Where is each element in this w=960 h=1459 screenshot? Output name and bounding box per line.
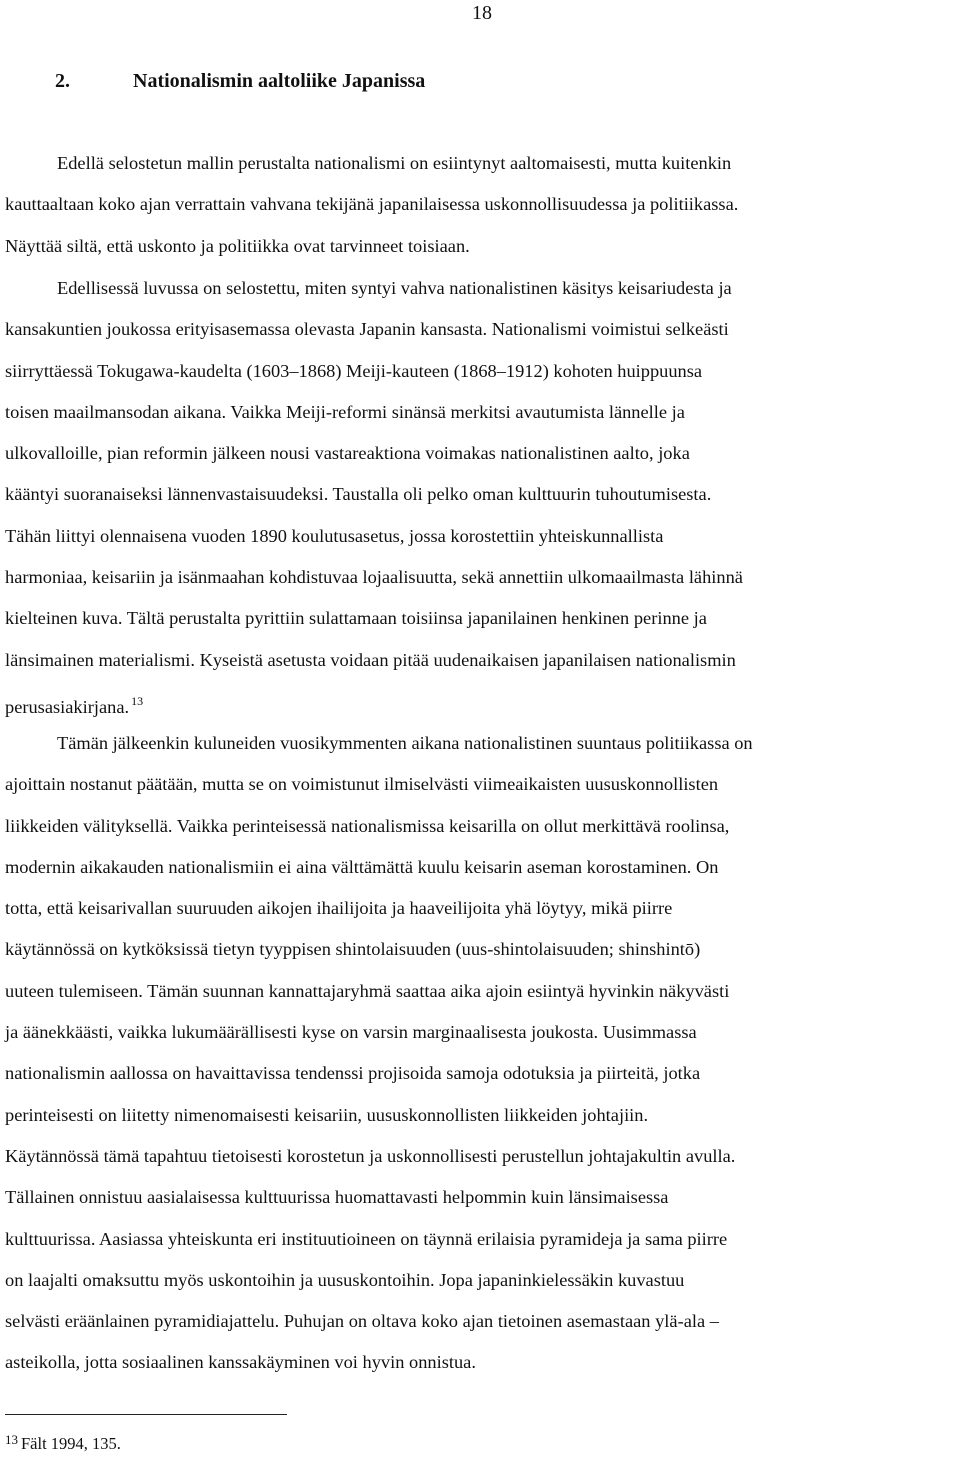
paragraph-line: Edellisessä luvussa on selostettu, miten syntyi vahva nationalistinen käsitys keisariudesta ja bbox=[57, 278, 732, 298]
paragraph-line: ja äänekkäästi, vaikka lukumäärällisesti kyse on varsin marginaalisesta joukosta. Uusimmassa bbox=[5, 1022, 697, 1043]
footnote-number: 13 bbox=[5, 1432, 18, 1447]
paragraph-line: siirryttäessä Tokugawa-kaudelta (1603–1868) Meiji-kauteen (1868–1912) kohoten huippuunsa bbox=[5, 360, 703, 381]
paragraph-line: ulkovalloille, pian reformin jälkeen nousi vastareaktiona voimakas nationalistinen aalto, joka bbox=[5, 443, 690, 464]
paragraph-2 bbox=[5, 268, 957, 722]
section-heading bbox=[55, 66, 425, 96]
paragraph-line: käytännössä on kytköksissä tietyn tyyppisen shintolaisuuden (uus-shintolaisuuden; shinshintō) bbox=[5, 939, 701, 960]
paragraph-line: kääntyi suoranaiseksi lännenvastaisuudeksi. Taustalla oli pelko oman kulttuurin tuhoutumisesta. bbox=[5, 484, 712, 505]
paragraph-line: kauttaaltaan koko ajan verrattain vahvana tekijänä japanilaisessa uskonnollisuudessa ja politiikassa. bbox=[5, 194, 739, 215]
page-number: 18 bbox=[472, 2, 492, 24]
footnote-text: Fält 1994, 135. bbox=[21, 1434, 121, 1453]
paragraph-line: modernin aikakauden nationalismiin ei aina välttämättä kuulu keisarin aseman korostaminen. On bbox=[5, 856, 719, 877]
paragraph-line: selvästi eräänlainen pyramidiajattelu. Puhujan on oltava koko ajan tietoinen asemastaan ylä-ala – bbox=[5, 1311, 719, 1332]
footnote-divider bbox=[5, 1414, 287, 1415]
paragraph-1 bbox=[5, 143, 957, 267]
paragraph-line: Käytännössä tämä tapahtuu tietoisesti korostetun ja uskonnollisesti perustellun johtajakultin avulla. bbox=[5, 1145, 736, 1166]
paragraph-3 bbox=[5, 723, 957, 1384]
paragraph-line: nationalismin aallossa on havaittavissa tendenssi projisoida samoja odotuksia ja piirteitä, jotka bbox=[5, 1063, 701, 1084]
section-number: 2. bbox=[55, 70, 70, 92]
paragraph-line-text: perusasiakirjana. bbox=[5, 696, 130, 717]
paragraph-line: liikkeiden välityksellä. Vaikka perinteisessä nationalismissa keisarilla on ollut merkittävä roolinsa, bbox=[5, 815, 730, 836]
paragraph-line: Tämän jälkeenkin kuluneiden vuosikymmenten aikana nationalistinen suuntaus politiikassa on bbox=[57, 733, 753, 753]
footnote-reference[interactable]: 13 bbox=[131, 693, 144, 708]
paragraph-line: Edellä selostetun mallin perustalta nationalismi on esiintynyt aaltomaisesti, mutta kuitenkin bbox=[57, 153, 732, 173]
paragraph-line: uuteen tulemiseen. Tämän suunnan kannattajaryhmä saattaa aika ajoin esiintyä hyvinkin näkyvästi bbox=[5, 980, 730, 1001]
paragraph-line: Tällainen onnistuu aasialaisessa kulttuurissa huomattavasti helpommin kuin länsimaisessa bbox=[5, 1187, 669, 1208]
paragraph-line: kielteinen kuva. Tältä perustalta pyrittiin sulattamaan toisiinsa japanilainen henkinen perinne ja bbox=[5, 608, 707, 629]
paragraph-line: länsimainen materialismi. Kyseistä asetusta voidaan pitää uudenaikaisen japanilaisen nationalismin bbox=[5, 649, 736, 670]
section-title: Nationalismin aaltoliike Japanissa bbox=[133, 70, 426, 92]
paragraph-line: totta, että keisarivallan suuruuden aikojen ihailijoita ja haaveilijoita yhä löytyy, mikä piirre bbox=[5, 898, 673, 919]
paragraph-line: perinteisesti on liitetty nimenomaisesti keisariin, uususkonnollisten liikkeiden johtajiin. bbox=[5, 1104, 649, 1125]
paragraph-line: ajoittain nostanut päätään, mutta se on voimistunut ilmiselvästi viimeaikaisten uususkonnollisten bbox=[5, 774, 719, 795]
footnote bbox=[5, 1429, 121, 1455]
paragraph-line: toisen maailmansodan aikana. Vaikka Meiji-reformi sinänsä merkitsi avautumista lännelle ja bbox=[5, 401, 685, 422]
paragraph-line: on laajalti omaksuttu myös uskontoihin ja uususkontoihin. Jopa japaninkielessäkin kuvastuu bbox=[5, 1269, 685, 1290]
paragraph-line: harmoniaa, keisariin ja isänmaahan kohdistuvaa lojaalisuutta, sekä annettiin ulkomaailmasta lähinnä bbox=[5, 567, 743, 588]
paragraph-line: Tähän liittyi olennaisena vuoden 1890 koulutusasetus, jossa korostettiin yhteiskunnallista bbox=[5, 525, 664, 546]
paragraph-line: Näyttää siltä, että uskonto ja politiikka ovat tarvinneet toisiaan. bbox=[5, 235, 470, 256]
paragraph-line: kulttuurissa. Aasiassa yhteiskunta eri instituutioineen on täynnä erilaisia pyramideja ja sama piirre bbox=[5, 1228, 728, 1249]
paragraph-line bbox=[5, 681, 957, 722]
paragraph-line: kansakuntien joukossa erityisasemassa olevasta Japanin kansasta. Nationalismi voimistui selkeästi bbox=[5, 319, 729, 340]
paragraph-line: asteikolla, jotta sosiaalinen kanssakäyminen voi hyvin onnistua. bbox=[5, 1352, 476, 1373]
